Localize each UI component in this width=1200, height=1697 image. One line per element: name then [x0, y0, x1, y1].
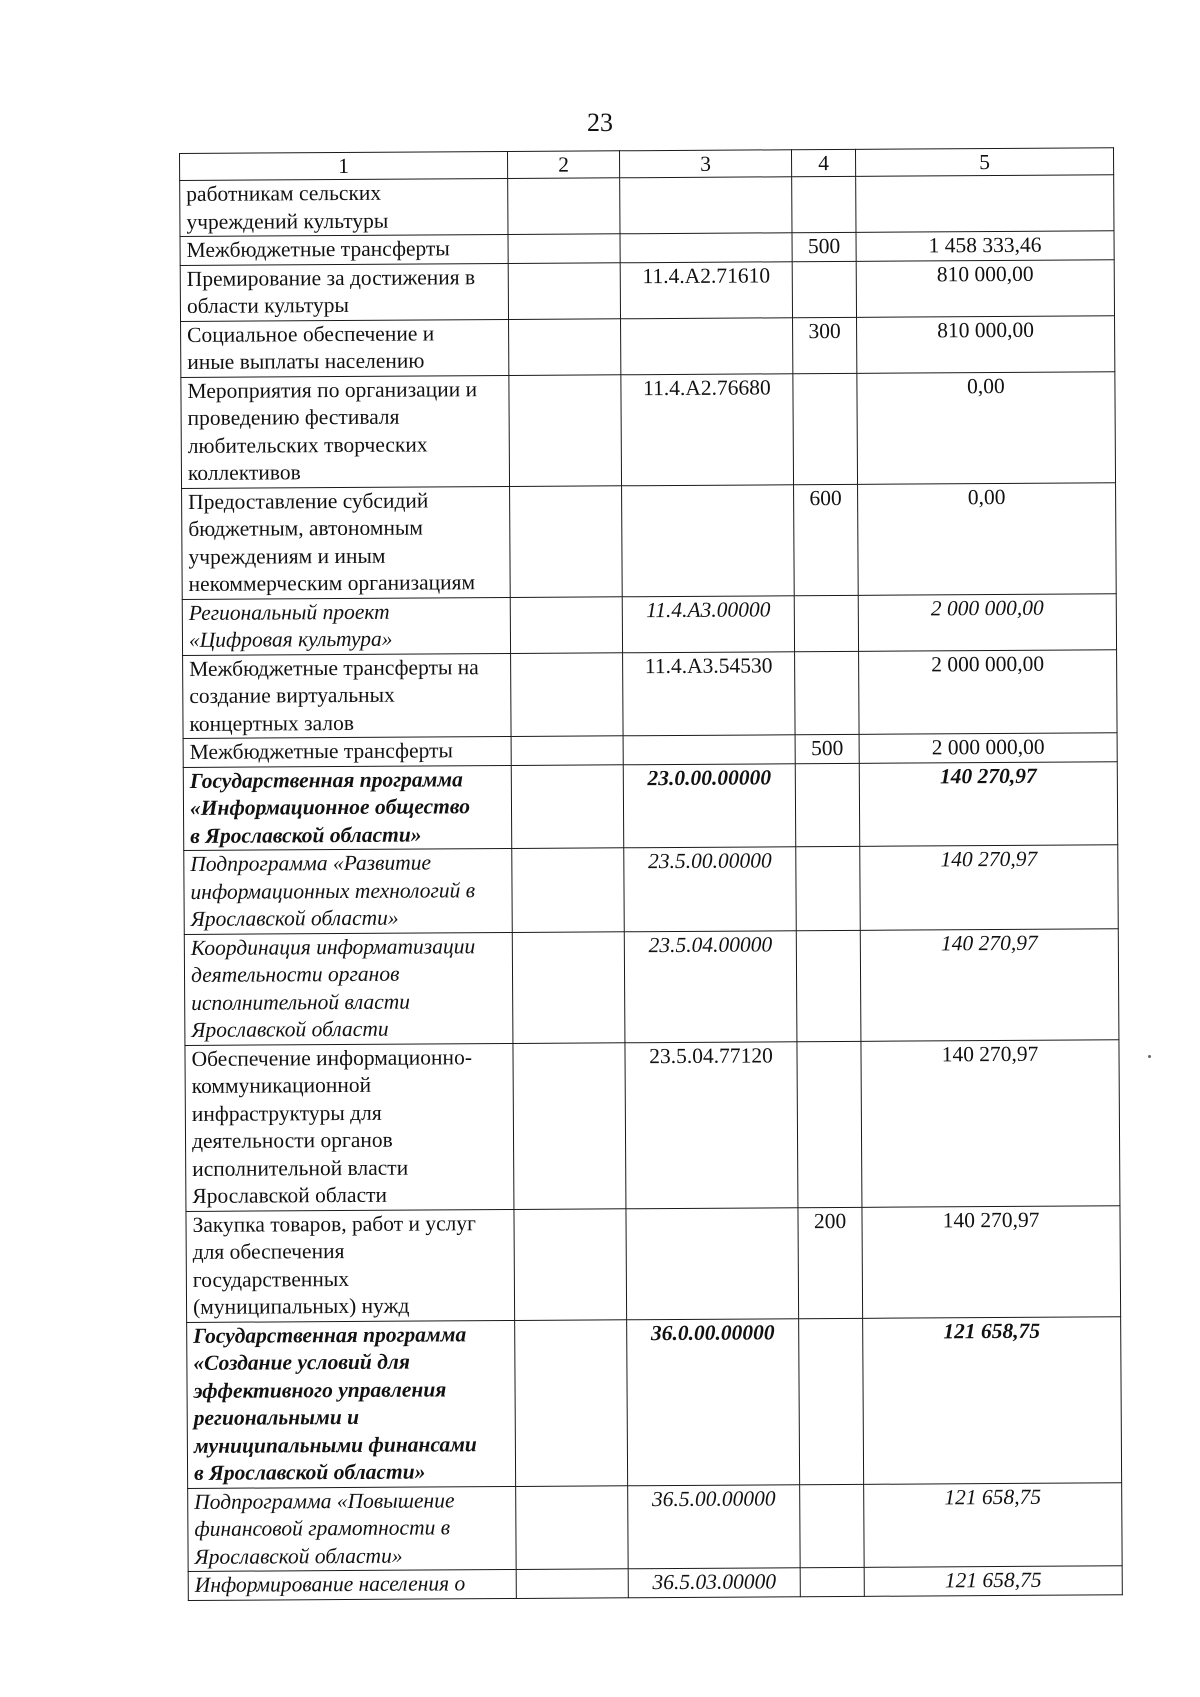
row-sum-cell: 121 658,75	[864, 1482, 1123, 1567]
table-row	[182, 482, 1117, 599]
row-name-cell: Премирование за достижения в области культуры	[180, 263, 508, 321]
row-code-cell: 23.0.00.00000	[623, 763, 796, 848]
row-col2-cell	[509, 318, 621, 375]
row-type-cell: 300	[793, 317, 857, 373]
column-header-3: 3	[619, 150, 791, 178]
row-code-cell	[620, 233, 792, 263]
row-col2-cell	[510, 485, 623, 597]
row-col2-cell	[508, 178, 620, 235]
page-number: 23	[587, 108, 613, 137]
row-code-cell	[626, 1207, 799, 1319]
row-col2-cell	[508, 234, 620, 263]
row-sum-cell: 140 270,97	[862, 1205, 1121, 1318]
row-name-cell: работникам сельских учреждений культуры	[180, 178, 508, 236]
row-type-cell: 600	[794, 484, 859, 595]
row-code-cell: 11.4.A2.71610	[620, 261, 792, 318]
table-row	[180, 259, 1114, 321]
table-row	[183, 761, 1117, 850]
column-header-4: 4	[791, 149, 855, 176]
row-code-cell: 23.5.04.77120	[625, 1041, 798, 1208]
budget-table-sheet	[179, 147, 1123, 1600]
scan-speck	[1148, 1055, 1151, 1058]
row-name-cell: Подпрограмма «Развитие информационных технологий в Ярославской области»	[184, 848, 513, 934]
row-type-cell	[800, 1484, 865, 1568]
row-sum-cell: 121 658,75	[864, 1566, 1122, 1596]
row-col2-cell	[512, 931, 625, 1043]
row-code-cell	[622, 484, 795, 596]
row-sum-cell: 2 000 000,00	[858, 593, 1116, 651]
row-sum-cell: 0,00	[857, 371, 1116, 484]
row-sum-cell: 140 270,97	[860, 928, 1119, 1041]
row-sum-cell: 2 000 000,00	[859, 733, 1117, 763]
column-header-5: 5	[855, 148, 1113, 177]
row-name-cell: Государственная программа «Создание условий для эффективного управления региональными и муниципальными финансами в Ярославской области»	[187, 1320, 516, 1488]
row-code-cell	[623, 735, 795, 765]
row-code-cell: 23.5.00.00000	[624, 847, 797, 932]
row-sum-cell: 0,00	[858, 482, 1117, 595]
row-col2-cell	[512, 848, 625, 932]
row-sum-cell: 810 000,00	[856, 259, 1114, 317]
row-name-cell: Государственная программа «Информационное общество в Ярославской области»	[183, 765, 512, 851]
row-col2-cell	[516, 1485, 629, 1569]
table-row	[186, 1205, 1121, 1322]
row-col2-cell	[511, 764, 624, 848]
row-col2-cell	[514, 1208, 627, 1320]
row-sum-cell: 140 270,97	[861, 1039, 1120, 1207]
row-name-cell: Межбюджетные трансферты	[180, 234, 508, 265]
row-code-cell: 36.5.00.00000	[628, 1484, 801, 1569]
row-code-cell	[621, 317, 793, 374]
row-type-cell	[796, 846, 861, 930]
table-row	[184, 928, 1119, 1045]
row-col2-cell	[516, 1569, 628, 1598]
row-code-cell: 11.4.A3.00000	[622, 595, 794, 652]
row-code-cell: 23.5.04.00000	[624, 930, 797, 1042]
row-type-cell	[793, 373, 858, 484]
row-col2-cell	[513, 1042, 626, 1209]
row-name-cell: Межбюджетные трансферты	[183, 736, 511, 767]
row-code-cell: 11.4.A2.76680	[621, 373, 794, 485]
table-row	[188, 1482, 1122, 1571]
row-sum-cell	[856, 175, 1114, 233]
row-type-cell	[799, 1318, 864, 1484]
row-sum-cell: 1 458 333,46	[856, 231, 1114, 261]
table-row	[187, 1316, 1122, 1488]
row-name-cell: Информирование населения о	[188, 1569, 516, 1600]
budget-table	[179, 147, 1123, 1600]
row-type-cell	[797, 1041, 862, 1207]
row-type-cell	[794, 595, 858, 651]
row-col2-cell	[509, 374, 622, 486]
table-row	[181, 315, 1115, 377]
row-col2-cell	[510, 596, 622, 653]
row-type-cell: 500	[795, 734, 859, 763]
row-name-cell: Закупка товаров, работ и услуг для обеспечения государственных (муниципальных) нужд	[186, 1209, 515, 1322]
row-sum-cell: 140 270,97	[860, 845, 1119, 930]
row-sum-cell: 2 000 000,00	[859, 649, 1118, 734]
row-col2-cell	[508, 262, 620, 319]
row-code-cell: 36.5.03.00000	[628, 1568, 800, 1598]
table-row	[185, 1039, 1120, 1211]
row-name-cell: Координация информатизации деятельности органов исполнительной власти Ярославской области	[184, 932, 513, 1045]
row-type-cell: 200	[798, 1207, 863, 1318]
row-code-cell: 11.4.A3.54530	[623, 651, 796, 736]
table-row	[180, 175, 1114, 237]
table-row	[181, 371, 1116, 488]
row-type-cell	[796, 930, 861, 1041]
table-row	[184, 845, 1118, 934]
row-type-cell: 500	[792, 232, 856, 261]
row-name-cell: Обеспечение информационно- коммуникационной инфраструктуры для деятельности органов исполнительной власти Ярославской области	[185, 1043, 514, 1211]
row-col2-cell	[511, 652, 624, 736]
row-type-cell	[792, 261, 856, 317]
column-header-1: 1	[180, 151, 508, 180]
row-col2-cell	[515, 1319, 628, 1486]
row-type-cell	[792, 176, 856, 232]
row-name-cell: Предоставление субсидий бюджетным, автономным учреждениям и иным некоммерческим организациям	[182, 486, 511, 599]
budget-table-body	[180, 148, 1123, 1600]
table-row	[183, 649, 1117, 738]
row-name-cell: Региональный проект «Цифровая культура»	[182, 597, 510, 655]
row-code-cell	[620, 177, 792, 234]
row-type-cell	[795, 651, 860, 735]
column-header-2: 2	[507, 151, 619, 179]
row-name-cell: Межбюджетные трансферты на создание виртуальных концертных залов	[183, 653, 512, 739]
row-col2-cell	[511, 736, 623, 765]
row-name-cell: Социальное обеспечение и иные выплаты населению	[181, 319, 509, 377]
row-sum-cell: 810 000,00	[857, 315, 1115, 373]
row-name-cell: Мероприятия по организации и проведению фестиваля любительских творческих коллективов	[181, 375, 510, 488]
row-type-cell	[795, 763, 860, 847]
row-sum-cell: 140 270,97	[859, 761, 1118, 846]
table-row	[188, 1566, 1122, 1600]
row-name-cell: Подпрограмма «Повышение финансовой грамотности в Ярославской области»	[188, 1486, 517, 1572]
table-row	[182, 593, 1116, 655]
row-sum-cell: 121 658,75	[863, 1316, 1122, 1484]
row-type-cell	[800, 1567, 864, 1596]
row-code-cell: 36.0.00.00000	[627, 1318, 800, 1485]
